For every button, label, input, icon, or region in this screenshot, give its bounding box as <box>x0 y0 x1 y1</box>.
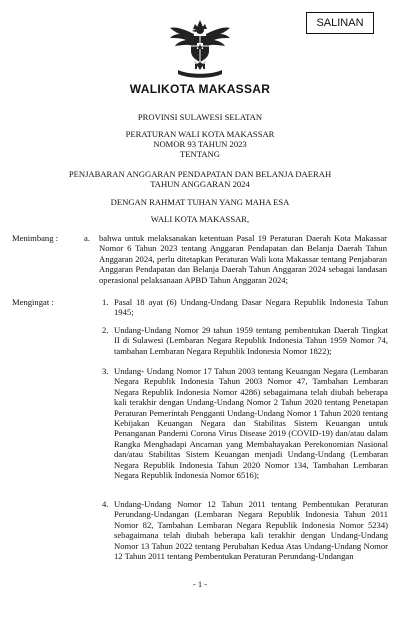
mengingat-item-text: Pasal 18 ayat (6) Undang-Undang Dasar Negara Republik Indonesia Tahun 1945; <box>114 297 388 318</box>
regulation-subject-2: TAHUN ANGGARAN 2024 <box>150 179 250 189</box>
regulation-line-2: NOMOR 93 TAHUN 2023 <box>153 139 247 149</box>
province-line: PROVINSI SULAWESI SELATAN <box>137 112 263 122</box>
authority: WALI KOTA MAKASSAR, <box>150 214 250 224</box>
mengingat-number: 3. <box>102 366 109 376</box>
mengingat-item-text: Undang-Undang Nomor 29 tahun 1959 tentang pembentukan Daerah Tingkat II di Sulawesi (Lembaran Negara Republik Indonesia Tahun 1959 Nomor 74, tambahan Lembaran Negara Republik Indonesia Nomor 1822); <box>114 325 388 356</box>
mengingat-number: 2. <box>102 325 109 335</box>
mengingat-number: 1. <box>102 297 109 307</box>
regulation-subject-1: PENJABARAN ANGGARAN PENDAPATAN DAN BELANJA DAERAH <box>68 169 332 179</box>
salinan-stamp: SALINAN <box>306 12 374 34</box>
preamble: DENGAN RAHMAT TUHAN YANG MAHA ESA <box>110 197 290 207</box>
document-title: WALIKOTA MAKASSAR <box>129 82 271 96</box>
mengingat-number: 4. <box>102 499 109 509</box>
menimbang-text: bahwa untuk melaksanakan ketentuan Pasal 19 Peraturan Daerah Kota Makassar Nomor 6 Tahun 2023 tentang Anggaran Pendapatan dan Belanja Daerah Tahun Anggaran 2024, perlu ditetapkan Peraturan Wali kota Makassar tentang Penjabaran Anggaran Pendapatan dan Belanja Daerah Tahun Anggaran 2024 sebagai landasan operasional pelaksanaan APBD Tahun Anggaran 2024; <box>99 233 387 285</box>
menimbang-marker: a. <box>84 233 90 243</box>
regulation-line-1: PERATURAN WALI KOTA MAKASSAR <box>125 129 275 139</box>
page-number: - 1 - <box>192 579 208 589</box>
mengingat-label: Mengingat : <box>12 297 54 307</box>
mengingat-item-text: Undang-Undang Nomor 12 Tahun 2011 tentang Pembentukan Peraturan Perundang-Undangan (Lembaran Negara Republik Indonesia Tahun 2011 Nomor 82, Tambahan Lembaran Negara Republik Indonesia Nomor 5234) sebagaimana telah diubah beberapa kali terakhir dengan Undang-Undang Nomor 13 Tahun 2022 tentang Perubahan Kedua Atas Undang-Undang Nomor 12 Tahun 2011 tentang Pembentukan Peraturan Perundang-Undangan <box>114 499 388 562</box>
regulation-line-3: TENTANG <box>180 149 220 159</box>
menimbang-label: Menimbang : <box>12 233 59 243</box>
garuda-emblem-icon <box>168 18 232 80</box>
mengingat-item-text: Undang- Undang Nomor 17 Tahun 2003 tentang Keuangan Negara (Lembaran Negara Republik Indonesia Tahun 2003 Nomor 47, Tambahan Lembaran Negara Republik Indonesia Nomor 4286) sebagaimana telah diubah beberapa kali terakhir dengan Undang-Undang Nomor 2 Tahun 2020 tentang Penetapan Peraturan Pemerintah Pengganti Undang-Undang Nomor 1 Tahun 2020 tentang Kebijakan Keuangan Negara dan Stabilitas Sistem Keuangan untuk Penanganan Pandemi Corona Virus Disease 2019 (COVID-19) dan/atau dalam Rangka Menghadapi Ancaman yang Membahayakan Perekonomian Nasional dan/atau Stabilitas Sistem Keuangan menjadi Undang-Undang (Lembaran Negara Republik Indonesia Tahun 2020 Nomor 134, Tambahan Lembaran Negara Republik Indonesia Nomor 6516); <box>114 366 388 481</box>
